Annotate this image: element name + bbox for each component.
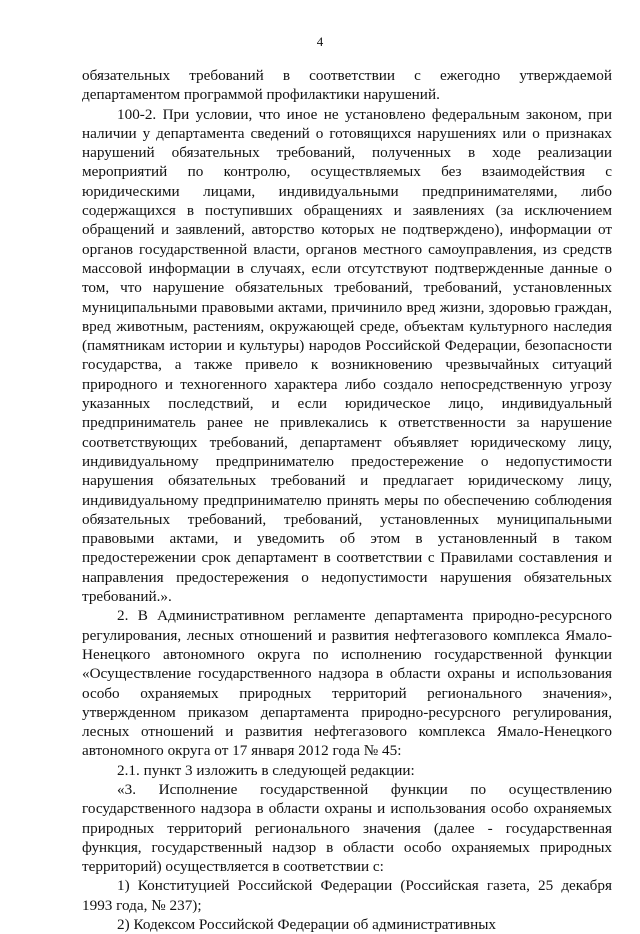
page-number: 4	[316, 34, 324, 49]
paragraph-item-2: 2. В Административном регламенте департамента природно-ресурсного регулирования, лесных отношений и развития нефтегазового комплекса Ямало-Ненецкого автономного округа по исполнению государственной функции «Осуществление государственного надзора в области охраны и использования особо охраняемых природных территорий регионального значения», утвержденном приказом департамента природно-ресурсного регулирования, лесных отношений и развития нефтегазового комплекса Ямало-Ненецкого автономного округа от 17 января 2012 года № 45:	[82, 607, 612, 760]
paragraph-sub-item-1: 1) Конституцией Российской Федерации (Российская газета, 25 декабря 1993 года, № 237);	[82, 877, 612, 914]
paragraph-item-2-1: 2.1. пункт 3 изложить в следующей редакции:	[117, 761, 415, 779]
paragraph-item-3-quote: «3. Исполнение государственной функции по осуществлению государственного надзора в области охраны и использования особо охраняемых природных территорий регионального значения (далее - государственная функция, государственный надзор в области особо охраняемых природных территорий) осуществляется в соответствии с:	[82, 780, 612, 876]
paragraph-100-2: 100-2. При условии, что иное не установлено федеральным законом, при наличии у департамента сведений о готовящихся нарушениях или о признаках нарушений обязательных требований, полученных в ходе реализации мероприятий по контролю, осуществляемых без взаимодействия с юридическими лицами, индивидуальными предпринимателями, либо содержащихся в поступивших обращениях и заявлениях (за исключением обращений и заявлений, авторство которых не подтверждено), информации от органов государственной власти, органов местного самоуправления, из средств массовой информации в случаях, если отсутствуют подтвержденные данные о том, что нарушение обязательных требований, требований, установленных муниципальными правовыми актами, причинило вред жизни, здоровью граждан, вред животным, растениям, окружающей среде, объектам культурного наследия (памятникам истории и культуры) народов Российской Федерации, безопасности государства, а также привело к возникновению чрезвычайных ситуаций природного и техногенного характера либо создало непосредственную угрозу указанных последствий, и если юридическое лицо, индивидуальный предприниматель ранее не привлекались к ответственности за нарушение соответствующих требований, департамент объявляет юридическому лицу, индивидуальному предпринимателю предостережение о недопустимости нарушения обязательных требований и предлагает юридическому лицу, индивидуальному предпринимателю принять меры по обеспечению соблюдения обязательных требований, требований, установленных муниципальными правовыми актами, и уведомить об этом в установленный в таком предостережении срок департамент в соответствии с Правилами составления и направления предостережения о недопустимости нарушения обязательных требований.».	[82, 105, 612, 606]
paragraph-continuation: обязательных требований в соответствии с ежегодно утверждаемой департаментом программой профилактики нарушений.	[82, 67, 612, 104]
paragraph-sub-item-2: 2) Кодексом Российской Федерации об административных	[117, 916, 497, 934]
document-body	[82, 66, 612, 934]
